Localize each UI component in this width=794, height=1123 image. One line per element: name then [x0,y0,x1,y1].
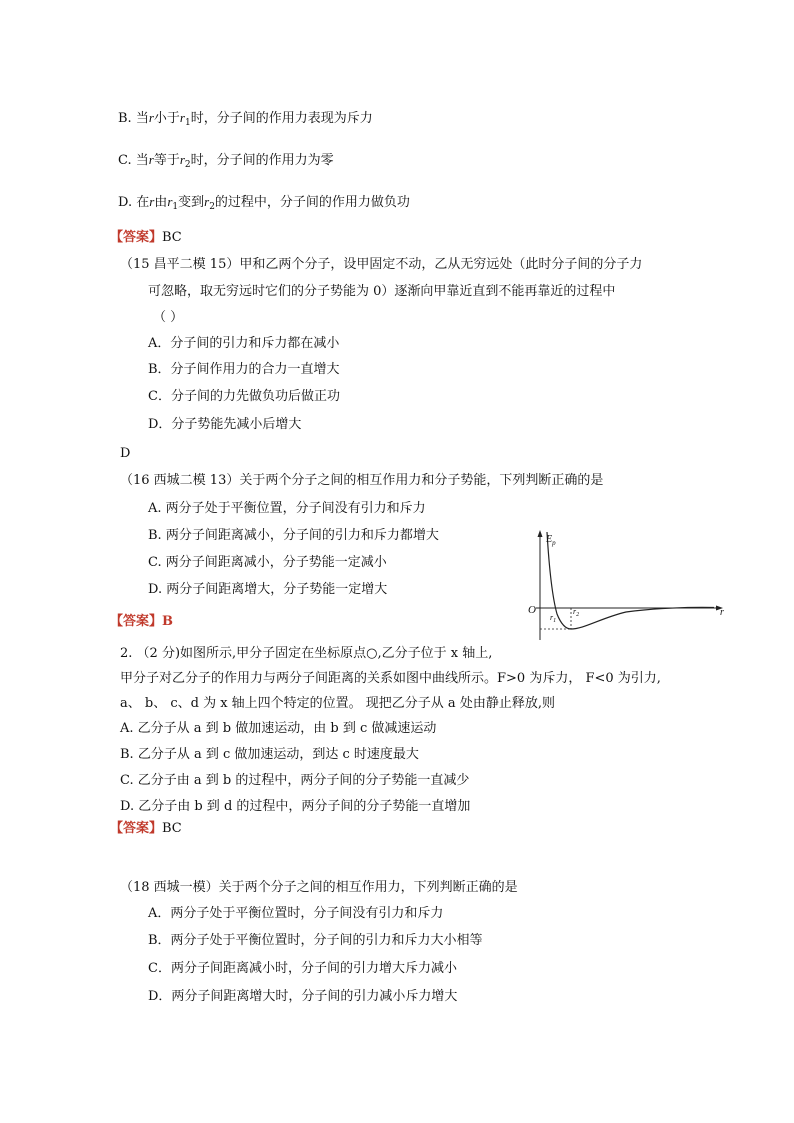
q2-answer: D [120,446,131,461]
answer-label: 【答案】 [110,821,163,836]
text: 变到 [178,195,205,210]
text: C. 当 [118,153,149,168]
q4-option-b: B. 乙分子从 a 到 c 做加速运动，到达 c 时速度最大 [120,747,419,762]
q2-stem-line2: 可忽略，取无穷远时它们的分子势能为 0）逐渐向甲靠近直到不能再靠近的过程中 [148,284,616,299]
text: 的过程中，分子间的作用力做负功 [214,195,410,210]
q5-option-c: C．两分子间距离减小时，分子间的引力增大斥力减小 [148,961,457,976]
q2-option-b: B．分子间作用力的合力一直增大 [148,362,340,377]
text: 时，分子间的作用力表现为斥力 [190,111,373,126]
answer-value: B [162,614,174,629]
variable-r2: r [179,152,185,167]
q2-option-c: C．分子间的力先做负功后做正功 [148,389,340,404]
text: 小于 [153,111,180,126]
q4-option-d: D. 乙分子由 b 到 d 的过程中，两分子间的分子势能一直增加 [120,799,471,814]
q5-option-b: B．两分子处于平衡位置时，分子间的引力和斥力大小相等 [148,933,483,948]
y-axis-arrow [538,530,543,537]
option-b-line [118,110,373,131]
q4-stem-line1: 2. （2 分)如图所示,甲分子固定在坐标原点○,乙分子位于 x 轴上, [120,646,493,661]
q3-option-a: A. 两分子处于平衡位置，分子间没有引力和斥力 [148,501,426,516]
q4-stem-line3: a、 b、 c、d 为 x 轴上四个特定的位置。 现把乙分子从 a 处由静止释放,则 [120,696,555,711]
q2-option-d: D．分子势能先减小后增大 [148,417,302,432]
subscript: 2 [209,202,215,212]
q3-stem: （16 西城二模 13）关于两个分子之间的相互作用力和分子势能，下列判断正确的是 [120,473,604,488]
r2-label: $r_2$ [573,607,580,618]
q2-stem-line1: （15 昌平二模 15）甲和乙两个分子，设甲固定不动，乙从无穷远处（此时分子间的分子力 [120,257,643,272]
subscript: 1 [184,118,191,128]
x-axis-label: r [720,607,724,618]
q3-option-d: D. 两分子间距离增大，分子势能一定增大 [148,582,388,597]
subscript: 2 [184,160,191,170]
answer-value: BC [162,821,182,836]
variable-r1: r [167,194,173,209]
q2-blank: （ ） [153,310,184,325]
answer-3 [110,614,173,630]
answer-4 [110,821,182,837]
q3-option-c: C. 两分子间距离减小，分子势能一定减小 [148,555,387,570]
q4-option-a: A. 乙分子从 a 到 b 做加速运动，由 b 到 c 做减速运动 [120,721,437,736]
origin-label: O [528,604,536,616]
subscript: 1 [172,202,179,212]
answer-label: 【答案】 [110,614,163,629]
text: 等于 [153,153,180,168]
text: B. 当 [118,111,149,126]
answer-label: 【答案】 [110,230,163,245]
r1-label: $r_1$ [550,613,557,624]
variable-r: r [148,110,154,125]
option-d-line [118,194,410,215]
q4-stem-line2: 甲分子对乙分子的作用力与两分子间距离的关系如图中曲线所示。F>0 为斥力， F<0 为引力, [120,671,661,686]
q2-option-a: A．分子间的引力和斥力都在减小 [148,336,340,351]
q5-option-a: A．两分子处于平衡位置时，分子间没有引力和斥力 [148,906,444,921]
text: 时，分子间的作用力为零 [190,153,334,168]
text: D. 在 [118,195,150,210]
q5-stem: （18 西城一模）关于两个分子之间的相互作用力，下列判断正确的是 [120,880,518,895]
variable-r: r [148,152,154,167]
variable-r1: r [179,110,185,125]
variable-r: r [149,194,155,209]
potential-energy-graph [526,526,728,644]
answer-1 [110,230,182,246]
option-c-line [118,152,334,173]
q3-option-b: B. 两分子间距离减小，分子间的引力和斥力都增大 [148,528,439,543]
q5-option-d: D．两分子间距离增大时，分子间的引力减小斥力增大 [148,989,458,1004]
y-axis-label: $E_p$ [546,534,556,547]
answer-value: BC [162,230,182,245]
text: 由 [154,195,168,210]
q4-option-c: C. 乙分子由 a 到 b 的过程中，两分子间的分子势能一直减少 [120,773,470,788]
variable-r2: r [204,194,210,209]
